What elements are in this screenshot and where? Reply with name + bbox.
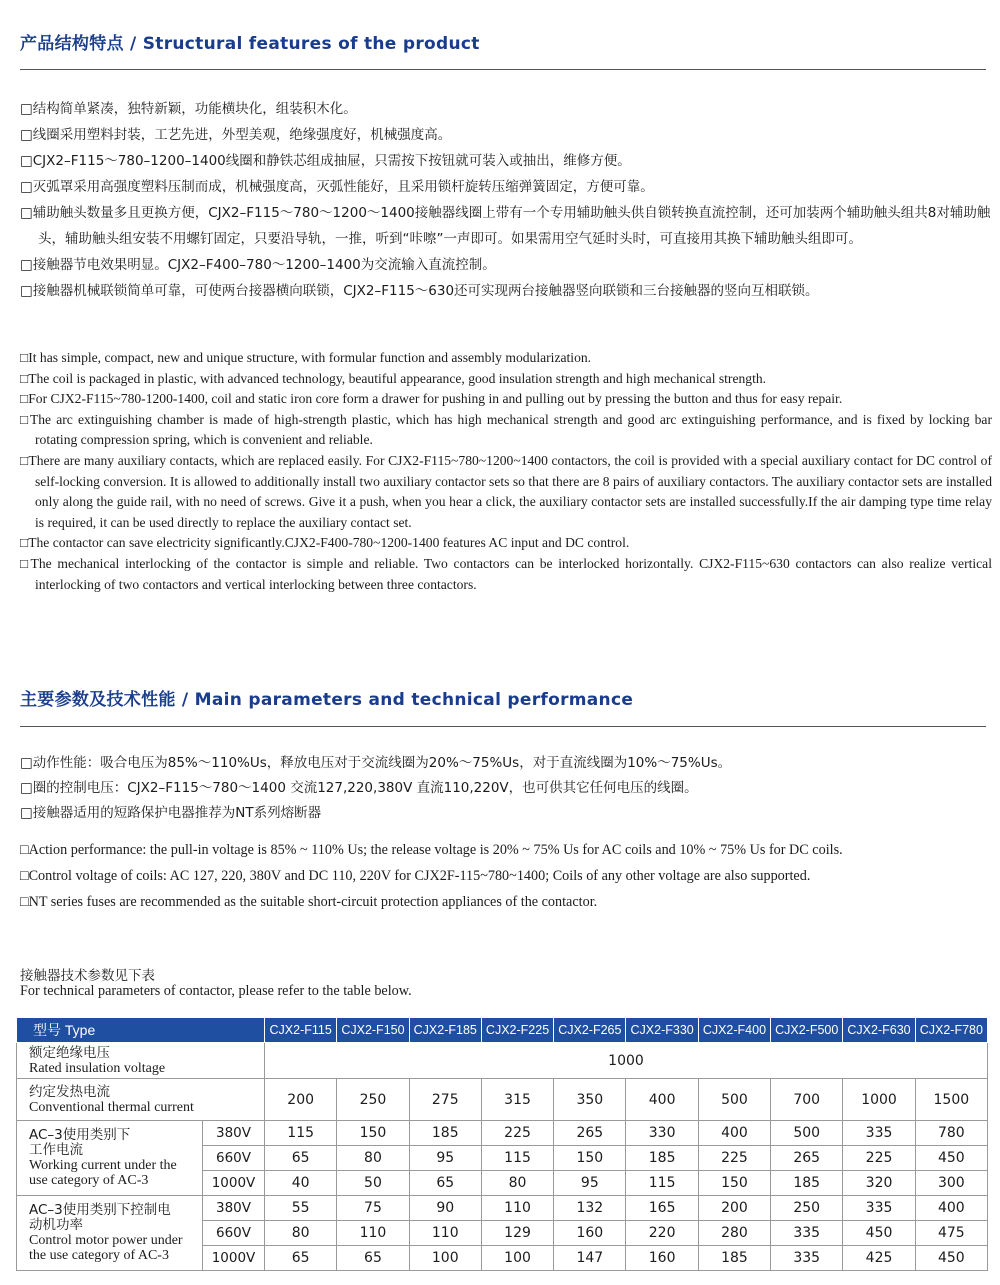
table-cell: 500: [771, 1121, 843, 1146]
table-cell: 280: [698, 1221, 770, 1246]
table-cell: 320: [843, 1171, 915, 1196]
feature-en-item: □The mechanical interlocking of the contactor is simple and reliable. Two contactors can be interlocked horizontally. CJX2-F115~630 contactors can also realize vertical interlocking of two contactors and vertical interlocking between three contactors.: [20, 555, 992, 592]
table-cell: 250: [337, 1079, 409, 1121]
row-label-en: Conventional thermal current: [29, 1099, 194, 1115]
row-label: [17, 1121, 203, 1196]
parameter-en-item: □NT series fuses are recommended as the suitable short-circuit protection appliances of the contactor.: [20, 894, 598, 910]
table-cell: 475: [915, 1221, 987, 1246]
table-cell: 225: [481, 1121, 553, 1146]
table-cell: 335: [771, 1246, 843, 1271]
model-header: CJX2-F500: [771, 1018, 843, 1043]
table-cell: 80: [265, 1221, 337, 1246]
feature-en-item: □The coil is packaged in plastic, with advanced technology, beautiful appearance, good insulation strength and high mechanical strength.: [20, 370, 767, 386]
table-cell: 65: [265, 1146, 337, 1171]
table-row-working-current: [17, 1121, 988, 1146]
table-cell: 700: [771, 1079, 843, 1121]
table-cell: 115: [265, 1121, 337, 1146]
table-cell: 335: [771, 1221, 843, 1246]
model-header: CJX2-F115: [265, 1018, 337, 1043]
row-label-cn: AC–3使用类别下控制电: [29, 1202, 171, 1218]
table-cell: 185: [409, 1121, 481, 1146]
table-cell: 400: [915, 1196, 987, 1221]
voltage-cell: 1000V: [203, 1246, 265, 1271]
section-title-structural: 产品结构特点 / Structural features of the product: [20, 34, 480, 54]
table-cell: 1500: [915, 1079, 987, 1121]
table-cell: 150: [698, 1171, 770, 1196]
table-cell: 265: [554, 1121, 626, 1146]
parameters-cn: [20, 751, 992, 826]
model-header: CJX2-F780: [915, 1018, 987, 1043]
table-cell: 147: [554, 1246, 626, 1271]
row-label-en: Rated insulation voltage: [29, 1060, 166, 1076]
table-cell: 65: [337, 1246, 409, 1271]
voltage-cell: 1000V: [203, 1171, 265, 1196]
feature-en-item: □There are many auxiliary contacts, which are replaced easily. For CJX2-F115~780~1200~1400 contactors, the coil is provided with a special auxiliary contact for DC control of self-locking conversion. It is allowed to additionally install two auxiliary contactor sets so that there are 8 pairs of auxiliary contactors. The auxiliary contactor sets are installed only along the guide rail, with no need of screws. Give it a push, when you hear a click, the auxiliary contactor sets are installed successfully.If the air damping type time relay is required, it can be used directly to replace the auxiliary contact set.: [20, 452, 992, 530]
table-cell: 450: [915, 1146, 987, 1171]
voltage-cell: 660V: [203, 1146, 265, 1171]
table-cell: 55: [265, 1196, 337, 1221]
table-cell: 65: [409, 1171, 481, 1196]
table-cell: 185: [771, 1171, 843, 1196]
table-header-row: [17, 1018, 988, 1043]
table-cell: 65: [265, 1246, 337, 1271]
table-cell: 100: [481, 1246, 553, 1271]
table-row-motor-power: [17, 1196, 988, 1221]
section-divider: [20, 726, 986, 727]
voltage-cell: 660V: [203, 1221, 265, 1246]
parameter-cn-item: □动作性能：吸合电压为85%～110%Us，释放电压对于交流线圈为20%～75%Us，对于直流线圈为10%～75%Us。: [20, 755, 732, 771]
insulation-voltage-value: 1000: [265, 1043, 988, 1079]
table-cell: 95: [554, 1171, 626, 1196]
table-cell: 225: [698, 1146, 770, 1171]
table-cell: 40: [265, 1171, 337, 1196]
table-cell: 129: [481, 1221, 553, 1246]
table-cell: 90: [409, 1196, 481, 1221]
table-cell: 400: [698, 1121, 770, 1146]
table-cell: 200: [698, 1196, 770, 1221]
table-cell: 300: [915, 1171, 987, 1196]
type-header: 型号 Type: [17, 1018, 265, 1043]
feature-en-item: □The arc extinguishing chamber is made of high-strength plastic, which has high mechanical strength and good arc extinguishing performance, and is fixed by locking bar rotating compression spring, which is convenient and reliable.: [20, 411, 992, 448]
table-cell: 450: [843, 1221, 915, 1246]
voltage-cell: 380V: [203, 1196, 265, 1221]
section-title-parameters: 主要参数及技术性能 / Main parameters and technical performance: [20, 690, 634, 710]
table-cell: 132: [554, 1196, 626, 1221]
table-intro-cn: 接触器技术参数见下表: [20, 968, 155, 984]
row-label-en: the use category of AC-3: [29, 1248, 169, 1263]
model-header: CJX2-F265: [554, 1018, 626, 1043]
row-label: [17, 1079, 265, 1121]
parameter-cn-item: □接触器适用的短路保护电器推荐为NT系列熔断器: [20, 805, 322, 821]
table-cell: 315: [481, 1079, 553, 1121]
table-cell: 350: [554, 1079, 626, 1121]
voltage-cell: 380V: [203, 1121, 265, 1146]
feature-cn-item: □CJX2–F115～780–1200–1400线圈和静铁芯组成抽屉，只需按下按钮就可装入或抽出，维修方便。: [20, 153, 631, 169]
feature-cn-item: □接触器机械联锁简单可靠，可使两台接器横向联锁，CJX2–F115～630还可实现两台接触器竖向联锁和三台接触器的竖向互相联锁。: [20, 283, 819, 299]
table-cell: 500: [698, 1079, 770, 1121]
table-cell: 110: [409, 1221, 481, 1246]
row-label: [17, 1196, 203, 1271]
model-header: CJX2-F400: [698, 1018, 770, 1043]
feature-cn-item: □接触器节电效果明显。CJX2–F400–780～1200–1400为交流输入直流控制。: [20, 257, 496, 273]
feature-en-item: □It has simple, compact, new and unique structure, with formular function and assembly modularization.: [20, 350, 592, 365]
table-cell: 225: [843, 1146, 915, 1171]
table-cell: 330: [626, 1121, 698, 1146]
feature-cn-item: □结构简单紧凑，独特新颖，功能横块化，组装积木化。: [20, 101, 357, 117]
parameters-en: [20, 837, 992, 915]
section-divider: [20, 69, 986, 70]
table-cell: 160: [626, 1246, 698, 1271]
table-cell: 335: [843, 1121, 915, 1146]
table-cell: 80: [337, 1146, 409, 1171]
table-cell: 75: [337, 1196, 409, 1221]
row-label-en: Working current under the: [29, 1158, 177, 1173]
table-cell: 185: [698, 1246, 770, 1271]
feature-cn-item: □辅助触头数量多且更换方便，CJX2–F115～780～1200～1400接触器线圈上带有一个专用辅助触头供自锁转换直流控制，还可加装两个辅助触头组共8对辅助触头，辅助触头组安装不用螺钉固定，只要沿导轨，一推，听到“咔嚓”一声即可。如果需用空气延时头时，可直接用其换下辅助触头组即可。: [20, 205, 991, 247]
feature-cn-item: □线圈采用塑料封装，工艺先进，外型美观，绝缘强度好，机械强度高。: [20, 127, 452, 143]
table-cell: 1000: [843, 1079, 915, 1121]
table-cell: 80: [481, 1171, 553, 1196]
feature-en-item: □The contactor can save electricity significantly.CJX2-F400-780~1200-1400 features AC input and DC control.: [20, 535, 630, 551]
table-cell: 200: [265, 1079, 337, 1121]
table-cell: 115: [481, 1146, 553, 1171]
row-label-en: Control motor power under: [29, 1233, 183, 1248]
table-cell: 275: [409, 1079, 481, 1121]
table-cell: 110: [481, 1196, 553, 1221]
table-row-thermal: [17, 1079, 988, 1121]
table-cell: 150: [337, 1121, 409, 1146]
table-cell: 115: [626, 1171, 698, 1196]
parameter-en-item: □Action performance: the pull-in voltage is 85% ~ 110% Us; the release voltage is 20% ~ 75% Us for AC coils and 10% ~ 75% Us for DC coils.: [20, 842, 843, 858]
table-cell: 100: [409, 1246, 481, 1271]
model-header: CJX2-F225: [481, 1018, 553, 1043]
table-cell: 220: [626, 1221, 698, 1246]
row-label-cn: 约定发热电流: [29, 1083, 110, 1100]
table-cell: 95: [409, 1146, 481, 1171]
table-cell: 165: [626, 1196, 698, 1221]
model-header: CJX2-F185: [409, 1018, 481, 1043]
structural-features-cn: [20, 96, 992, 304]
table-cell: 780: [915, 1121, 987, 1146]
parameter-en-item: □Control voltage of coils: AC 127, 220, 380V and DC 110, 220V for CJX2F-115~780~1400; Coils of any other voltage are also supported.: [20, 868, 811, 884]
technical-parameters-table: [16, 1017, 988, 1271]
row-label-cn: 工作电流: [29, 1142, 83, 1158]
structural-features-en: [20, 348, 992, 595]
row-label-en: use category of AC-3: [29, 1173, 149, 1188]
table-cell: 150: [554, 1146, 626, 1171]
table-cell: 400: [626, 1079, 698, 1121]
table-cell: 425: [843, 1246, 915, 1271]
row-label: [17, 1043, 265, 1079]
table-cell: 335: [843, 1196, 915, 1221]
parameter-cn-item: □圈的控制电压：CJX2–F115～780～1400 交流127,220,380V 直流110,220V，也可供其它任何电压的线圈。: [20, 780, 698, 796]
model-header: CJX2-F150: [337, 1018, 409, 1043]
table-cell: 185: [626, 1146, 698, 1171]
table-cell: 160: [554, 1221, 626, 1246]
feature-en-item: □For CJX2-F115~780-1200-1400, coil and static iron core form a drawer for pushing in and pulling out by pressing the button and thus for easy repair.: [20, 391, 843, 407]
table-row-insulation: [17, 1043, 988, 1079]
table-intro-en: For technical parameters of contactor, please refer to the table below.: [20, 983, 412, 999]
feature-cn-item: □灭弧罩采用高强度塑料压制而成，机械强度高，灭弧性能好，且采用锁杆旋转压缩弹簧固定，方便可靠。: [20, 179, 654, 195]
table-cell: 265: [771, 1146, 843, 1171]
table-cell: 450: [915, 1246, 987, 1271]
table-cell: 110: [337, 1221, 409, 1246]
table-cell: 50: [337, 1171, 409, 1196]
row-label-cn: 额定绝缘电压: [29, 1044, 110, 1061]
model-header: CJX2-F330: [626, 1018, 698, 1043]
row-label-cn: AC–3使用类别下: [29, 1127, 131, 1143]
table-cell: 250: [771, 1196, 843, 1221]
row-label-cn: 动机功率: [29, 1217, 83, 1233]
model-header: CJX2-F630: [843, 1018, 915, 1043]
